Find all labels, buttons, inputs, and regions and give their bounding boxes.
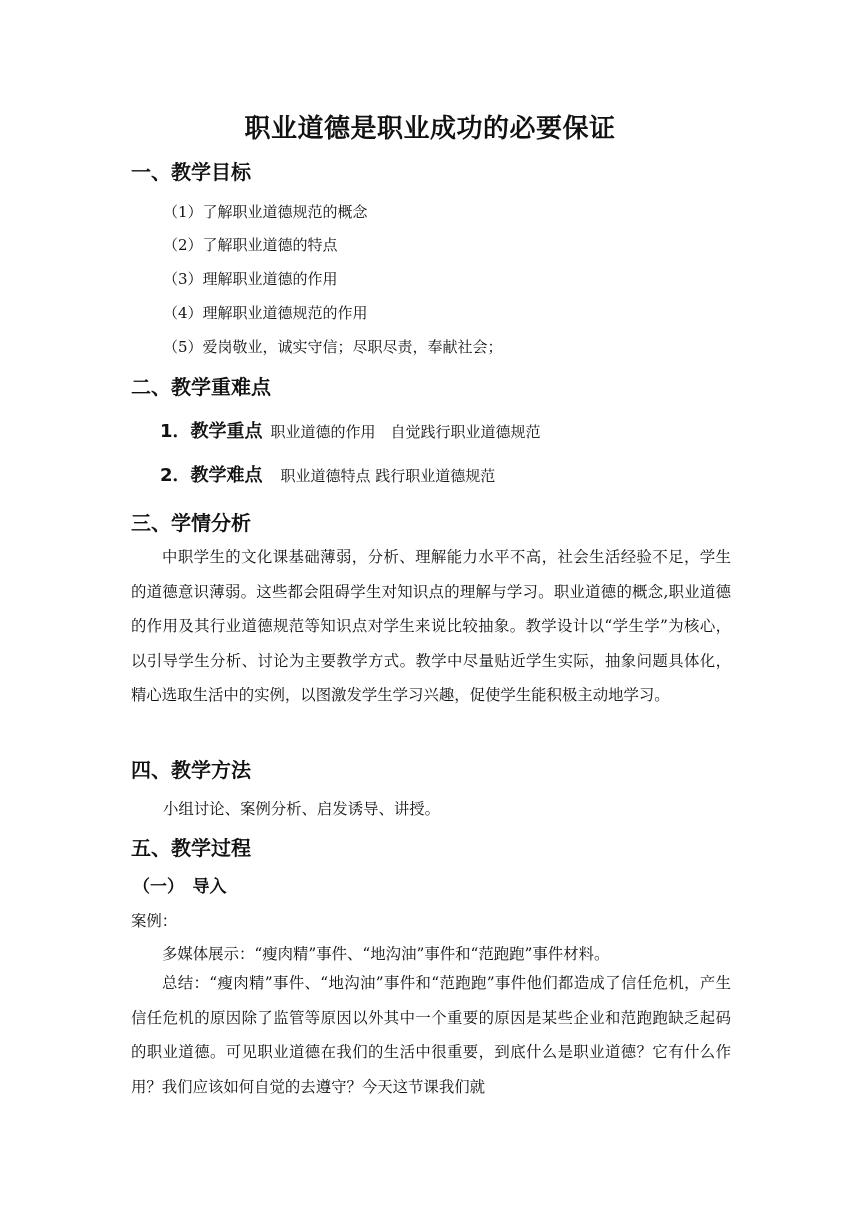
document-title: 职业道德是职业成功的必要保证	[244, 114, 616, 144]
section-heading-objectives: 一、教学目标	[131, 160, 251, 184]
section-heading-key-points: 二、教学重难点	[131, 375, 271, 399]
sub-heading-intro: （一） 导入	[133, 877, 227, 897]
objective-item: （1）了解职业道德规范的概念	[163, 203, 368, 221]
objective-item: （5）爱岗敬业，诚实守信；尽职尽责，奉献社会；	[163, 338, 503, 356]
section-heading-analysis: 三、学情分析	[131, 511, 251, 535]
case-label: 案例：	[131, 912, 178, 930]
objective-item: （3）理解职业道德的作用	[163, 270, 338, 288]
section-heading-process: 五、教学过程	[131, 836, 251, 860]
difficulty-text: 职业道德特点 践行职业道德规范	[280, 467, 496, 485]
key-point-label: 1．教学重点	[160, 421, 263, 442]
summary-paragraph: 总结：“瘦肉精”事件、“地沟油”事件和“范跑跑”事件他们都造成了信任危机，产生信任危机的原因除了监管等原因以外其中一个重要的原因是某些企业和范跑跑缺乏起码的职业道德。可见职业道德在我们的生活中很重要，到底什么是职业道德？它有什么作用？我们应该如何自觉的去遵守？今天这节课我们就	[131, 974, 731, 1096]
objective-item: （4）理解职业道德规范的作用	[163, 304, 368, 322]
methods-text: 小组讨论、案例分析、启发诱导、讲授。	[163, 800, 441, 818]
key-point-text: 职业道德的作用 自觉践行职业道德规范	[270, 423, 541, 441]
objective-item: （2）了解职业道德的特点	[163, 236, 338, 254]
section-heading-methods: 四、教学方法	[131, 758, 251, 782]
media-line: 多媒体展示：“瘦肉精”事件、“地沟油”事件和“范跑跑”事件材料。	[162, 945, 610, 963]
difficulty-label: 2．教学难点	[160, 465, 263, 486]
analysis-paragraph: 中职学生的文化课基础薄弱，分析、理解能力水平不高，社会生活经验不足，学生的道德意识薄弱。这些都会阻碍学生对知识点的理解与学习。职业道德的概念,职业道德的作用及其行业道德规范等知识点对学生来说比较抽象。教学设计以“学生学”为核心，以引导学生分析、讨论为主要教学方式。教学中尽量贴近学生实际，抽象问题具体化，精心选取生活中的实例，以图激发学生学习兴趣，促使学生能积极主动地学习。	[131, 548, 731, 704]
key-point-row	[160, 418, 541, 446]
difficulty-row	[160, 462, 495, 490]
